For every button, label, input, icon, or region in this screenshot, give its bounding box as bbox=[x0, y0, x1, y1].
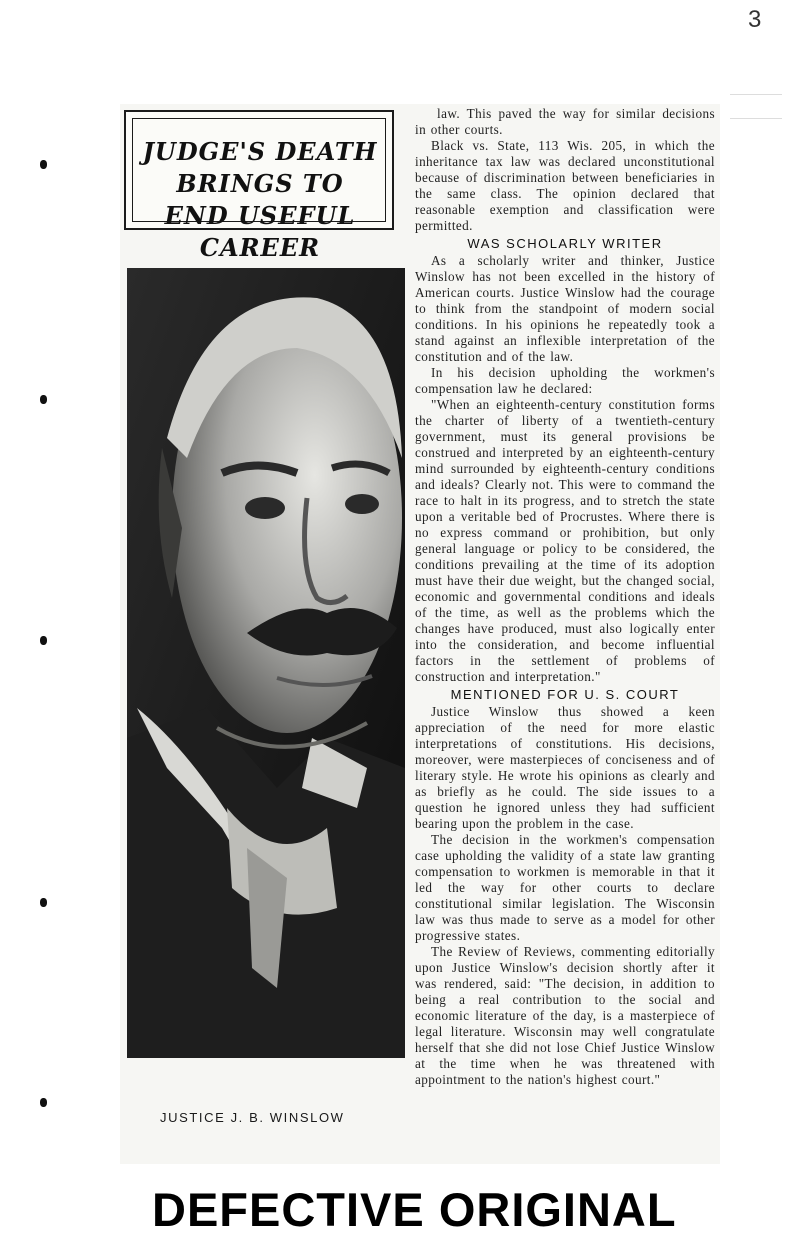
article-paragraph: law. This paved the way for similar decisions in other courts. bbox=[415, 106, 715, 137]
portrait-image bbox=[127, 268, 405, 1058]
photo-caption: JUSTICE J. B. WINSLOW bbox=[160, 1110, 345, 1125]
article-paragraph: Black vs. State, 113 Wis. 205, in which the inheritance tax law was declared unconstitutional because of discrimination between beneficiaries in the same class. The opinion declared that reasonable exemption and classification were permitted. bbox=[415, 138, 715, 233]
subheading-us-court: MENTIONED FOR U. S. COURT bbox=[450, 687, 680, 702]
binding-hole bbox=[40, 636, 47, 645]
headline: JUDGE'S DEATH BRINGS TO END USEFUL CAREER bbox=[142, 137, 378, 262]
article-paragraph: The Review of Reviews, commenting editorially upon Justice Winslow's decision shortly after it was rendered, said: "The decision, in addition to being a real contribution to the social and economic literature of the day, is a masterpiece of legal literature. Wisconsin may well congratulate herself that she did not lose Chief Justice Winslow at the time when he was threatened with appointment to the nation's highest court." bbox=[415, 944, 715, 1087]
margin-note-mark bbox=[730, 104, 782, 119]
page-number: 3 bbox=[748, 6, 762, 33]
binding-hole bbox=[40, 395, 47, 404]
binding-hole bbox=[40, 898, 47, 907]
subheading-scholarly-writer: WAS SCHOLARLY WRITER bbox=[467, 236, 663, 251]
defective-original-stamp: DEFECTIVE ORIGINAL bbox=[152, 1183, 677, 1236]
article-paragraph: As a scholarly writer and thinker, Justice Winslow has not been excelled in the history of American courts. Justice Winslow had the courage to think from the standpoint of modern social conditions. In his opinions he repeatedly took a stand against an inflexible interpretation of the constitution and of the law. bbox=[415, 253, 715, 364]
margin-note-mark bbox=[730, 80, 782, 95]
binding-hole bbox=[40, 1098, 47, 1107]
article-paragraph: Justice Winslow thus showed a keen appreciation of the need for more elastic interpretations of constitutions. His decisions, moreover, were masterpieces of conciseness and of literary style. He wrote his opinions as clearly and as briefly as he could. The side issues to a question he ignored unless they had sufficient bearing upon the problem in the case. bbox=[415, 704, 715, 831]
article-column bbox=[415, 106, 715, 1088]
portrait-photo bbox=[127, 268, 405, 1058]
article-paragraph: In his decision upholding the workmen's compensation law he declared: bbox=[415, 365, 715, 396]
binding-hole bbox=[40, 160, 47, 169]
article-paragraph: The decision in the workmen's compensation case upholding the validity of a state law granting compensation to workmen is memorable in that it led the way for other courts to declare constitutional similar legislation. The Wisconsin law was thus made to serve as a model for other progressive states. bbox=[415, 832, 715, 943]
headline-box bbox=[124, 110, 394, 262]
article-quote: "When an eighteenth-century constitution forms the charter of liberty of a twentieth-century government, must its general provisions be construed and interpreted by an eighteenth-century mind surrounded by eighteenth-century conditions and ideals? Clearly not. This were to command the race to halt in its progress, and to stretch the state upon a veritable bed of Procrustes. Where there is no express command or prohibition, but only general language or policy to be considered, the conditions prevailing at the time of its adoption must have their due weight, but the changed social, economic and governmental conditions and ideals of the time, as well as the problems which the changes have produced, must also logically enter into the consideration, and become influential factors in the settlement of problems of construction and interpretation." bbox=[415, 397, 715, 684]
